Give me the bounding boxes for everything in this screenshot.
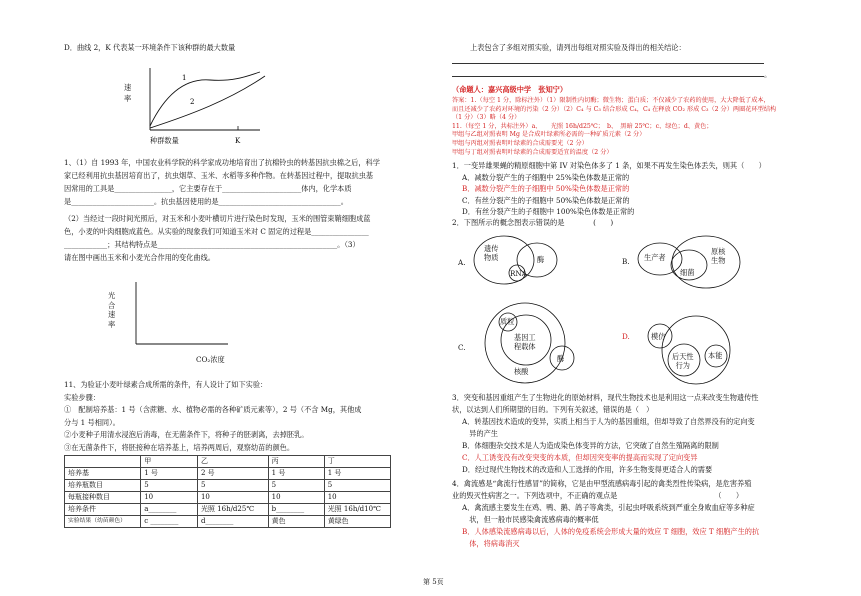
diagram-a-outer: 遗传 物质 <box>484 244 499 262</box>
q11-line-4: 分与 1 号相同）。 <box>64 417 120 427</box>
q11-line-6: ③在无菌条件下，将胚接种在培养基上，培养两周后，观察幼苗的颜色。 <box>64 442 295 452</box>
q1-line-2: 家已经利用抗虫基因培育出了，抗虫烟草、玉米、水稻等多种作物。在转基因过程中，提取抗虫基 <box>64 171 374 180</box>
page-number: 第 5页 <box>423 578 444 586</box>
option-d-text: D．曲线 2，K 代表某一环境条件下该种群的最大数量 <box>64 43 236 52</box>
q1-line-1: 1、（1）自 1993 年，中国农业科学院的科学家成功地培育出了抗棉铃虫的转基因抗虫棉之后，科学 <box>64 158 380 167</box>
diagram-d <box>640 312 750 387</box>
table-cell: 5 <box>197 480 268 492</box>
table-cell: 培养基 <box>65 468 141 480</box>
table-row <box>65 516 391 528</box>
table-header-cell: 甲 <box>141 456 198 468</box>
diagram-d-letter: D. <box>622 332 630 341</box>
q1b-line-2: 色，小麦的叶肉细胞成蓝色。从实验的现象我们可知道玉米对 C 固定的过程是________________ <box>64 227 369 236</box>
graph1-y-label: 速 率 <box>124 83 132 103</box>
table-header-cell <box>65 456 141 468</box>
q4-option: 状，但一般市民感染禽流感病毒的概率低 <box>462 515 599 524</box>
experiment-table <box>64 455 391 528</box>
table-cell: 黄色 <box>268 516 324 528</box>
diagram-b-left: 生产者 <box>644 253 666 262</box>
q11-line-1: 11、为验证小麦叶绿素合成所需的条件，有人设计了如下实验： <box>64 380 268 389</box>
q11-line-2: 实验步骤： <box>64 392 100 402</box>
q3-option: B．体细胞杂交技术是人为造成染色体变异的方法，它突破了自然生殖隔离的限制 <box>462 441 719 450</box>
q3-option: 异的产生 <box>462 429 498 438</box>
question-4 <box>452 478 759 550</box>
table-cell: 10 <box>141 492 198 504</box>
q4-option: 体，将病毒消灭 <box>462 539 520 548</box>
table-cell: 光照 16h/d10℃ <box>324 504 390 516</box>
answer-line-4: 11.（每空 1 分，共标注外）a、 光照 16h/d25℃； b、 黑暗 25℃；c、绿色；d、黄色； <box>452 122 713 130</box>
diagram-b-mid: 细菌 <box>680 268 695 277</box>
graph2-y-label: 光 合 速 率 <box>108 291 116 330</box>
table-cell: 1 号 <box>268 468 324 480</box>
diagram-c-inner: 基因工 程载体 <box>514 333 536 351</box>
q1-option: B．减数分裂产生的子细胞中 50%染色体数是正常的 <box>462 184 630 193</box>
answer-line-1: 答案：1.（每空 1 分，除标注外）（1）限制性内切酶；微生物；蛋白质；不仅减少了农药的使用，大大降低了成本， <box>452 97 770 104</box>
curve-1 <box>150 72 260 126</box>
table-row <box>65 468 391 480</box>
table-cell: 1 号 <box>324 468 390 480</box>
question-1-right <box>452 160 766 218</box>
k-label: K <box>235 137 241 145</box>
table-cell: a________ <box>141 504 198 516</box>
answer-line-3: （1 分）（3）略（4 分） <box>452 114 521 122</box>
q3-stem-2: 状，以达到人们所期望的目的。下列有关叙述，错误的是（ ） <box>452 405 654 414</box>
table-cell: 培养条件 <box>65 504 141 516</box>
table-cell: 1 号 <box>141 468 198 480</box>
table-cell: 2 号 <box>197 468 268 480</box>
diagram-d-mid: 后天性 行为 <box>672 352 694 370</box>
table-cell: 5 <box>268 480 324 492</box>
question-1-part-1 <box>64 156 380 208</box>
author-line: （命题人：嘉兴高级中学 张知宁） <box>452 85 568 94</box>
table-cell: 5 <box>324 480 390 492</box>
q3-option: A．转基因技术造成的变异，实质上相当于人为的基因重组，但却导致了自然界没有的定向变 <box>462 417 755 426</box>
q1-stem-1: 1．一变异雄果蝇的精原细胞中第 IV 对染色体多了 1 条，如果不再发生染色体丢失，则其（ ） <box>452 161 766 170</box>
q1-option: C．有丝分裂产生的子细胞中 50%染色体数是正常的 <box>462 195 630 205</box>
curve-2 <box>150 76 265 128</box>
table-cell: 10 <box>268 492 324 504</box>
diagram-d-right: 本能 <box>708 351 723 360</box>
table-cell: 光照 16h/d25℃ <box>197 504 268 516</box>
q1-line-3: 因常用的工具是________________，它主要存在于______________________体内，化学本质 <box>64 184 352 193</box>
q4-option: A．禽流感主要发生在鸡、鸭、鹅、鸽子等禽类，引起虫呼吸系统到严重全身败血症等多种症 <box>462 503 755 512</box>
q1-option: D．有丝分裂产生的子细胞中 100%染色体数是正常的 <box>462 207 635 216</box>
question-1-part-2 <box>64 212 370 264</box>
curve-2-label: 2 <box>190 98 195 106</box>
q1-line-4: 是_______________________。抗虫基因使用的是__________________________________。 <box>64 197 348 206</box>
table-row <box>65 504 391 516</box>
answer-line-6: 甲组与丙组对照表明叶绿素的合成需要光（2 分） <box>452 139 588 147</box>
diagram-a-mid: RNA <box>510 269 527 278</box>
table-row <box>65 492 391 504</box>
q1b-line-4: 请在图中画出玉米和小麦光合作用的变化曲线。 <box>64 253 215 262</box>
diagram-b-letter: B. <box>622 257 630 266</box>
right-intro: 上表包含了多组对照实验，请列出每组对照实验及得出的相关结论： <box>470 43 686 52</box>
diagram-c-outer: 核酸 <box>514 367 529 376</box>
table-header-cell: 丁 <box>324 456 390 468</box>
table-header-cell: 丙 <box>268 456 324 468</box>
question-2-stem: 2．下图所示的概念图表示错误的是 ( ) <box>452 218 614 227</box>
table-cell: 培养瓶数目 <box>65 480 141 492</box>
answer-line-2: 而且还减少了农药对环境的污染（2 分）（2）C₄ 与 C₃ 结合形成 C₄，C₄ 在释放 CO₂ 形成 C₃（2 分）两圈花环型结构 <box>452 105 777 113</box>
question-11-text <box>64 379 362 454</box>
answer-line-5: 甲组与乙组对照表明 Mg 是合成叶绿素所必需的一种矿质元素（2 分） <box>452 131 646 139</box>
diagram-c-small: 质粒 <box>500 317 515 326</box>
q4-stem-2: 业的毁灭性病害之一。下列选项中，不正确的观点是 （ ） <box>452 491 744 500</box>
table-cell: 5 <box>141 480 198 492</box>
curve-1-label: 1 <box>182 74 187 82</box>
graph2-x-label: CO₂浓度 <box>196 355 225 364</box>
q3-stem-1: 3．突变和基因重组产生了生物进化的原始材料，现代生物技术也是利用这一点来改变生物遗传性 <box>452 393 759 402</box>
diagram-c-right: 酶 <box>557 354 565 363</box>
answer-line-2 <box>452 76 764 77</box>
q4-option: B．人体感染流感病毒以后，人体的免疫系统会形成大量的效应 T 细胞，效应 T 细胞产生的抗 <box>462 527 760 536</box>
q11-line-5: ②小麦种子用清水浸泡后消毒，在无菌条件下，将种子的胚剥离，去掉胚乳。 <box>64 430 309 439</box>
diagram-a-right: 酶 <box>537 255 545 264</box>
q1b-line-1: （2）当经过一段时间光照后，对玉米和小麦叶横切片进行染色时发现，玉米的围管束鞘细胞成蓝 <box>64 214 371 223</box>
q1b-line-3: ____________；其结构特点是__________________________________________________。（3） <box>64 240 360 249</box>
table-cell: 每瓶接种数目 <box>65 492 141 504</box>
diagram-c-letter: C. <box>458 343 466 352</box>
table-cell: b________ <box>268 504 324 516</box>
table-header-cell: 乙 <box>197 456 268 468</box>
question-3 <box>452 392 758 476</box>
q3-option: C．人工诱变没有改变突变的本质，但却因突变率的提高而实现了定向变异 <box>462 453 698 462</box>
q1-option: A．减数分裂产生的子细胞中 25%染色体数是正常的 <box>462 172 630 182</box>
diagram-c <box>480 300 595 385</box>
diagram-a-letter: A. <box>458 258 466 267</box>
table-cell: d________ <box>197 516 268 528</box>
answer-key <box>452 97 776 157</box>
q11-line-3: ① 配制培养基：1 号（含蔗糖、水、植物必需的各种矿质元素等），2 号（不含 Mg，其他成 <box>64 405 362 414</box>
diagram-b-right: 原核 生物 <box>711 247 726 265</box>
table-cell: 黄绿色 <box>324 516 390 528</box>
answer-line-1 <box>452 63 764 64</box>
table-cell: 10 <box>324 492 390 504</box>
table-cell: 10 <box>197 492 268 504</box>
table-row <box>65 480 391 492</box>
q3-option: D．经过现代生物技术的改造和人工选择的作用，许多生物变得更适合人的需要 <box>462 465 713 474</box>
diagram-d-left: 模仿 <box>651 332 666 341</box>
table-cell: 实验结果（幼苗颜色） <box>65 516 141 528</box>
population-rate-graph <box>110 60 270 150</box>
graph1-x-label: 种群数量 <box>150 136 179 145</box>
q4-stem-1: 4．禽流感是“禽流行性感冒”的简称，它是由甲型流感病毒引起的禽类烈性传染病，是危害养殖 <box>452 479 752 488</box>
diagram-b <box>636 235 746 293</box>
photosynthesis-co2-graph <box>128 282 228 352</box>
table-cell: c ________ <box>141 516 198 528</box>
answer-line-7: 甲组与丁组对照表明叶绿素的合成需要适宜的温度（2 分） <box>452 148 613 156</box>
